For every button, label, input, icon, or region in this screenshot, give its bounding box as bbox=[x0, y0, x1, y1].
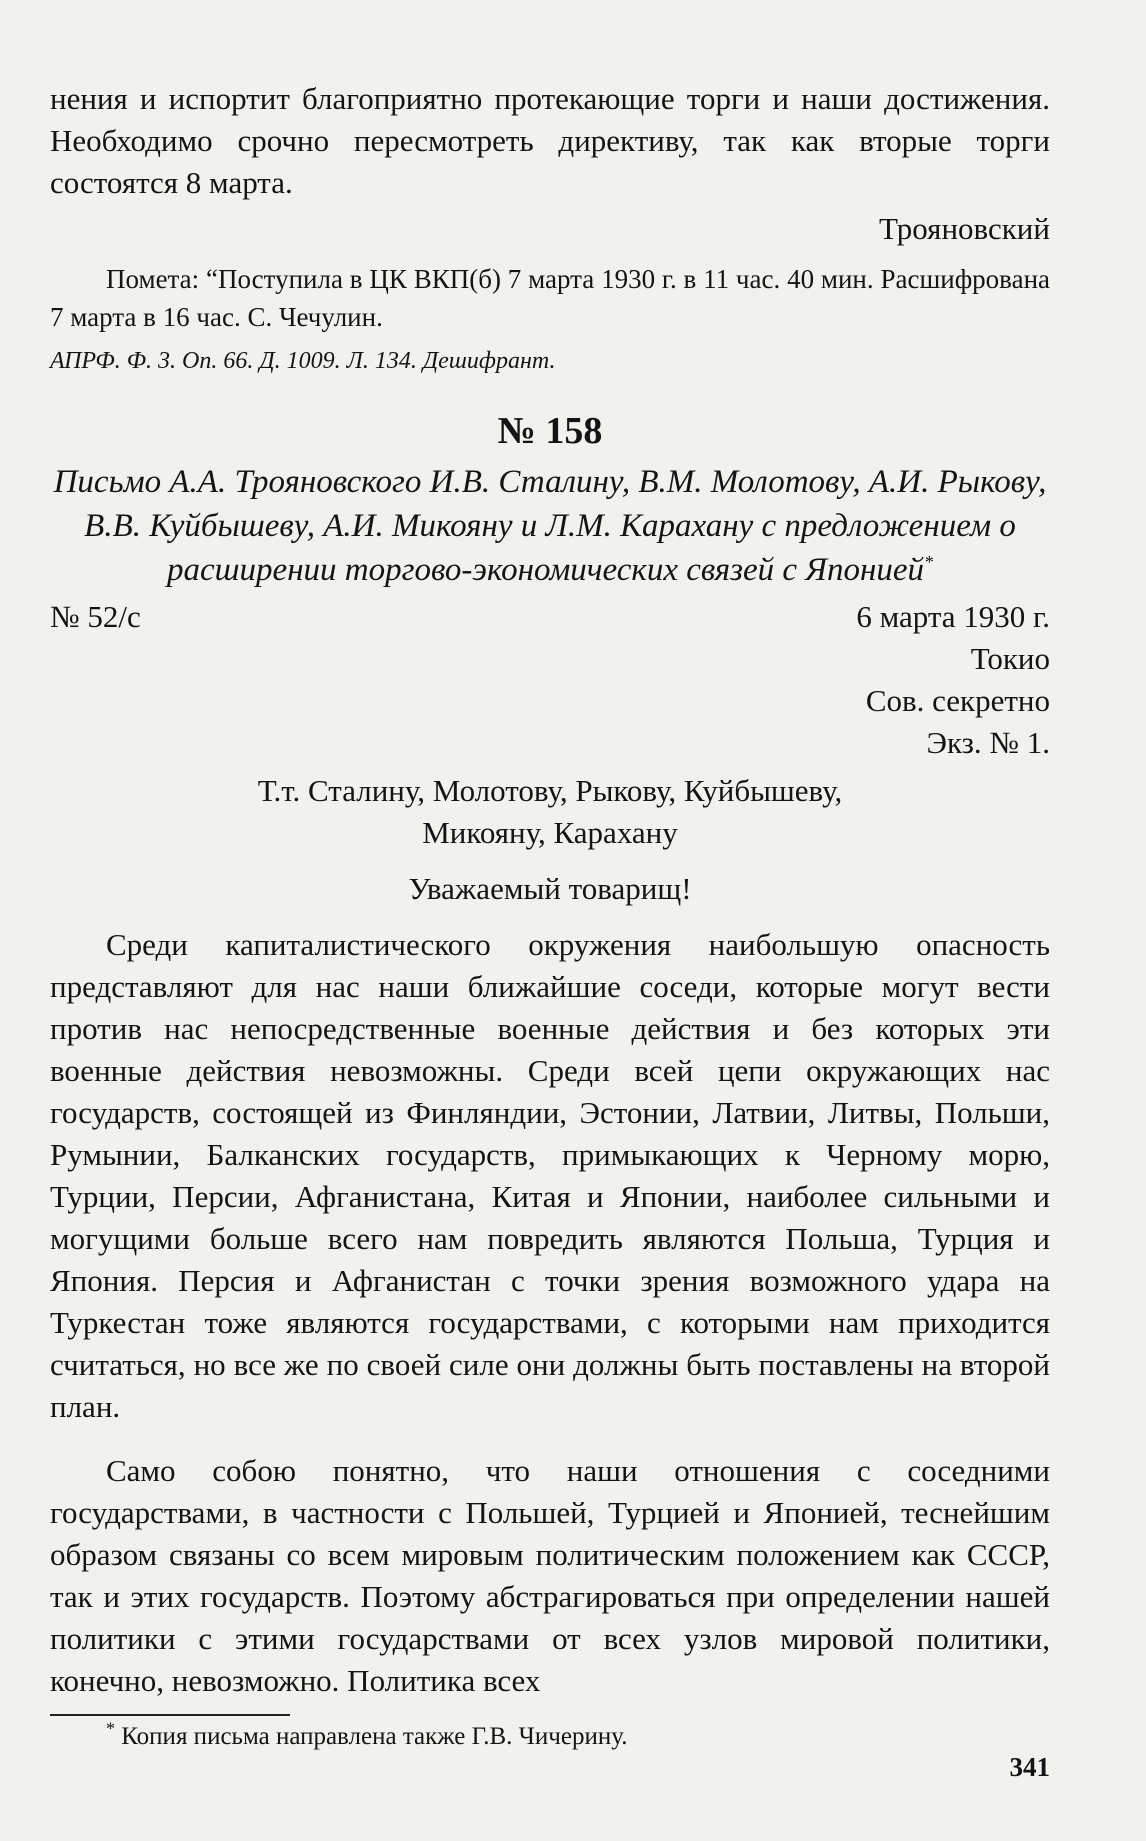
classification-mark: Сов. секретно bbox=[865, 683, 1050, 718]
letter-date: 6 марта 1930 г. bbox=[856, 599, 1050, 634]
addressee-line-1: Т.т. Сталину, Молотову, Рыкову, Куйбышеву, bbox=[257, 773, 843, 808]
copy-number: Экз. № 1. bbox=[926, 725, 1050, 760]
salutation: Уважаемый товарищ! bbox=[408, 871, 692, 906]
archive-reference: АПРФ. Ф. 3. Оп. 66. Д. 1009. Л. 134. Дешифрант. bbox=[50, 348, 556, 374]
body-paragraph-1: Среди капиталистического окружения наибольшую опасность представляют для нас наши ближайшие соседи, которые могут вести против нас непосредственные военные действия и без которых эти военные действия невозможны. Среди всей цепи окружающих нас государств, состоящей из Финляндии, Эстонии, Латвии, Литвы, Польши, Румынии, Балканских государств, примыкающих к Черному морю, Турции, Персии, Афганистана, Китая и Японии, наиболее сильными и могущими больше всего нам повредить являются Польша, Турция и Япония. Персия и Афганистан с точки зрения возможного удара на Туркестан тоже являются государствами, с которыми нам приходится считаться, но все же по своей силе они должны быть поставлены на второй план. bbox=[50, 927, 1050, 1424]
outgoing-number: № 52/с bbox=[50, 599, 141, 634]
footnote-marker-bottom: * bbox=[106, 1718, 115, 1739]
footnote-marker: * bbox=[924, 552, 933, 572]
document-title-text: Письмо А.А. Трояновского И.В. Сталину, В.М. Молотову, А.И. Рыкову, В.В. Куйбышеву, А.И. Микояну и Л.М. Карахану с предложением о расширении торгово-экономических связей с Японией bbox=[53, 464, 1047, 588]
document-title bbox=[50, 460, 1050, 592]
letter-place: Токио bbox=[970, 641, 1050, 676]
page-number: 341 bbox=[1009, 1752, 1050, 1782]
document-number: № 158 bbox=[497, 410, 603, 452]
footnote bbox=[50, 1720, 1050, 1754]
footnote-text: Копия письма направлена также Г.В. Чичерину. bbox=[121, 1723, 628, 1750]
footnote-divider bbox=[50, 1714, 290, 1716]
receipt-note: Помета: “Поступила в ЦК ВКП(б) 7 марта 1930 г. в 11 час. 40 мин. Расшифрована 7 марта в 16 час. С. Чечулин. bbox=[50, 264, 1050, 332]
intro-paragraph: нения и испортит благоприятно протекающие торги и наши достижения. Необходимо срочно пересмотреть директиву, так как вторые торги состоятся 8 марта. bbox=[50, 81, 1050, 200]
body-paragraph-2: Само собою понятно, что наши отношения с соседними государствами, в частности с Польшей, Турцией и Японией, теснейшим образом связаны со всем мировым политическим положением как СССР, так и этих государств. Поэтому абстрагироваться при определении нашей политики с этими государствами от всех узлов мировой политики, конечно, невозможно. Политика всех bbox=[50, 1453, 1050, 1698]
letter-header-row bbox=[50, 596, 1050, 638]
intro-signature: Трояновский bbox=[879, 211, 1050, 246]
document-page bbox=[50, 78, 1050, 1754]
addressee-line-2: Микояну, Карахану bbox=[422, 815, 678, 850]
